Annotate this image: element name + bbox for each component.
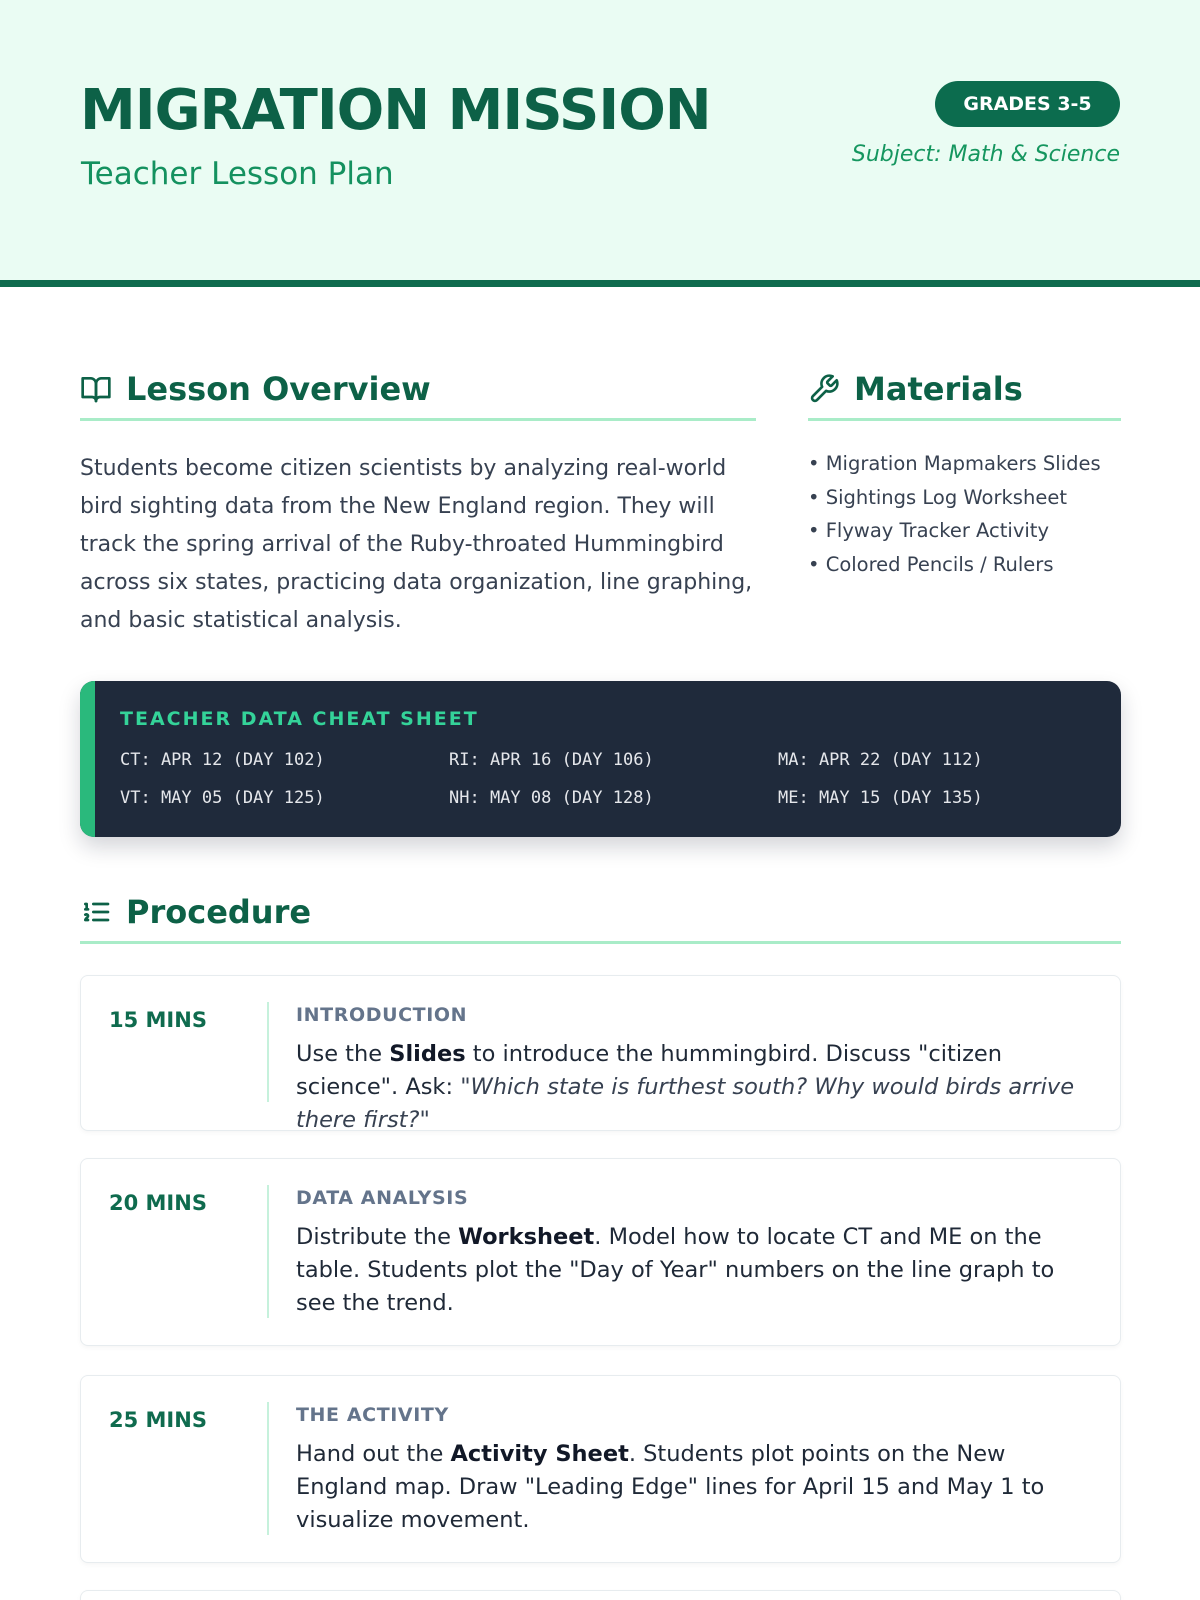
- materials-list: [808, 447, 1138, 581]
- step-bold-text: Activity Sheet: [450, 1441, 629, 1467]
- step-text: Use the: [296, 1041, 390, 1067]
- procedure-step-introduction: [80, 975, 1121, 1131]
- step-text: to introduce the hummingbird. Discuss "citizen science". Ask:: [296, 1041, 1002, 1100]
- step-duration: 20 MINS: [109, 1191, 207, 1215]
- procedure-title: Procedure: [126, 893, 312, 931]
- step-text: . Model how to locate CT and ME on the table. Students plot the "Day of Year" numbers on the line graph to see the trend.: [296, 1224, 1055, 1316]
- step-duration: 25 MINS: [109, 1408, 207, 1432]
- step-label: INTRODUCTION: [296, 1004, 468, 1026]
- step-text: Distribute the: [296, 1224, 459, 1250]
- cheat-sheet-title: TEACHER DATA CHEAT SHEET: [120, 708, 479, 730]
- step-label: DATA ANALYSIS: [296, 1187, 469, 1209]
- procedure-step-data-analysis: [80, 1158, 1121, 1346]
- cheat-sheet-entry: RI: APR 16 (DAY 106): [449, 750, 654, 770]
- step-bold-text: Worksheet: [458, 1224, 595, 1250]
- step-question: "Which state is furthest south? Why would birds arrive there first?": [296, 1074, 1075, 1133]
- cheat-sheet-entry: ME: MAY 15 (DAY 135): [778, 788, 983, 808]
- materials-title: Materials: [854, 370, 1023, 408]
- page-subtitle: Teacher Lesson Plan: [81, 156, 394, 192]
- step-divider: [267, 1002, 269, 1102]
- cheat-sheet-entry: NH: MAY 08 (DAY 128): [449, 788, 654, 808]
- materials-heading: [808, 370, 1121, 421]
- page-title: MIGRATION MISSION: [80, 78, 711, 143]
- step-duration: 15 MINS: [109, 1008, 207, 1032]
- grade-badge: GRADES 3-5: [935, 81, 1120, 127]
- wrench-icon: [808, 373, 840, 405]
- materials-item: • Flyway Tracker Activity: [808, 514, 1138, 548]
- overview-title: Lesson Overview: [126, 370, 431, 408]
- page-header: [0, 0, 1200, 287]
- cheat-sheet-entry: VT: MAY 05 (DAY 125): [120, 788, 325, 808]
- numbered-list-icon: [80, 896, 112, 928]
- step-description: [296, 1038, 1096, 1137]
- step-description: [296, 1438, 1096, 1537]
- subject-label: Subject: Math & Science: [851, 142, 1120, 167]
- overview-text: Students become citizen scientists by analyzing real-world bird sighting data from the New England region. They will track the spring arrival of the Ruby-throated Hummingbird across six states, practicing data organization, line graphing, and basic statistical analysis.: [80, 456, 753, 633]
- materials-item: • Migration Mapmakers Slides: [808, 447, 1138, 481]
- cheat-sheet-accent-bar: [80, 681, 95, 837]
- step-description: [296, 1221, 1096, 1320]
- step-label: THE ACTIVITY: [296, 1404, 449, 1426]
- materials-item: • Colored Pencils / Rulers: [808, 548, 1138, 582]
- step-text: . Students plot points on the New England map. Draw "Leading Edge" lines for April 15 and May 1 to visualize movement.: [296, 1441, 1045, 1533]
- overview-heading: [80, 370, 756, 421]
- step-bold-text: Slides: [389, 1041, 466, 1067]
- open-book-icon: [80, 373, 112, 405]
- cheat-sheet-entry: MA: APR 22 (DAY 112): [778, 750, 983, 770]
- step-text: Hand out the: [296, 1441, 451, 1467]
- step-divider: [267, 1402, 269, 1535]
- procedure-step-activity: [80, 1375, 1121, 1563]
- procedure-step-next: [80, 1590, 1121, 1600]
- teacher-cheat-sheet: [80, 681, 1121, 837]
- step-divider: [267, 1185, 269, 1318]
- cheat-sheet-entry: CT: APR 12 (DAY 102): [120, 750, 325, 770]
- procedure-heading: [80, 893, 1121, 944]
- materials-item: • Sightings Log Worksheet: [808, 481, 1138, 515]
